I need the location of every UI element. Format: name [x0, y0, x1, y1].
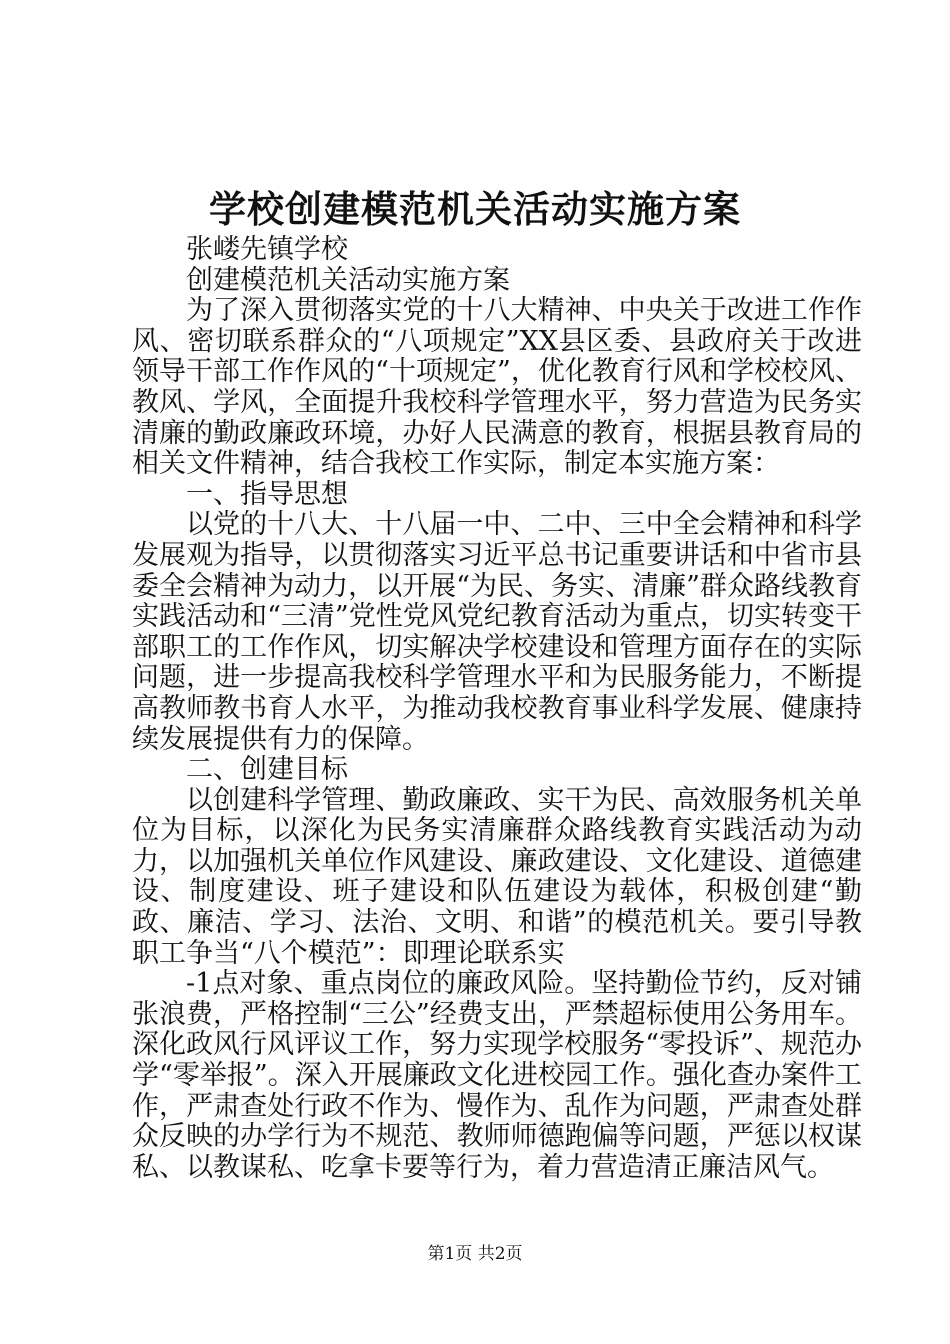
intro-paragraph: 为了深入贯彻落实党的十八大精神、中央关于改进工作作风、密切联系群众的“八项规定”XX县区委、县政府关于改进领导干部工作作风的“十项规定”，优化教育行风和学校校风、教风、学风，全面提升我校科学管理水平，努力营造为民务实清廉的勤政廉政环境，办好人民满意的教育，根据县教育局的相关文件精神，结合我校工作实际，制定本实施方案： — [132, 295, 862, 480]
goals-paragraph: 以创建科学管理、勤政廉政、实干为民、高效服务机关单位为目标，以深化为民务实清廉群众路线教育实践活动为动力，以加强机关单位作风建设、廉政建设、文化建设、道德建设、制度建设、班子建设和队伍建设为载体，积极创建“勤政、廉洁、学习、法治、文明、和谐”的模范机关。要引导教职工争当“八个模范”：即理论联系实 — [132, 784, 862, 969]
section-heading-guiding-ideology: 一、指导思想 — [186, 478, 348, 510]
guiding-ideology-paragraph: 以党的十八大、十八届一中、二中、三中全会精神和科学发展观为指导，以贯彻落实习近平总书记重要讲话和中省市县委全会精神为动力，以开展“为民、务实、清廉”群众路线教育实践活动和“三清”党性党风党纪教育活动为重点，切实转变干部职工的工作作风，切实解决学校建设和管理方面存在的实际问题，进一步提高我校科学管理水平和为民服务能力，不断提高教师教书育人水平，为推动我校教育事业科学发展、健康持续发展提供有力的保障。 — [132, 509, 862, 755]
subtitle-line: 创建模范机关活动实施方案 — [186, 264, 510, 296]
page-number: 第1页 共2页 — [427, 1244, 523, 1264]
document-body — [132, 235, 862, 1183]
section-heading-goals: 二、创建目标 — [186, 754, 348, 786]
integrity-paragraph: -1点对象、重点岗位的廉政风险。坚持勤俭节约，反对铺张浪费，严格控制“三公”经费支出，严禁超标使用公务用车。深化政风行风评议工作，努力实现学校服务“零投诉”、规范办学“零举报”。深入开展廉政文化进校园工作。强化查办案件工作，严肃查处行政不作为、慢作为、乱作为问题，严肃查处群众反映的办学行为不规范、教师师德跑偏等问题，严惩以权谋私、以教谋私、吃拿卡要等行为，着力营造清正廉洁风气。 — [132, 968, 862, 1183]
school-name-line: 张嵝先镇学校 — [186, 234, 348, 265]
document-title: 学校创建模范机关活动实施方案 — [209, 187, 741, 231]
